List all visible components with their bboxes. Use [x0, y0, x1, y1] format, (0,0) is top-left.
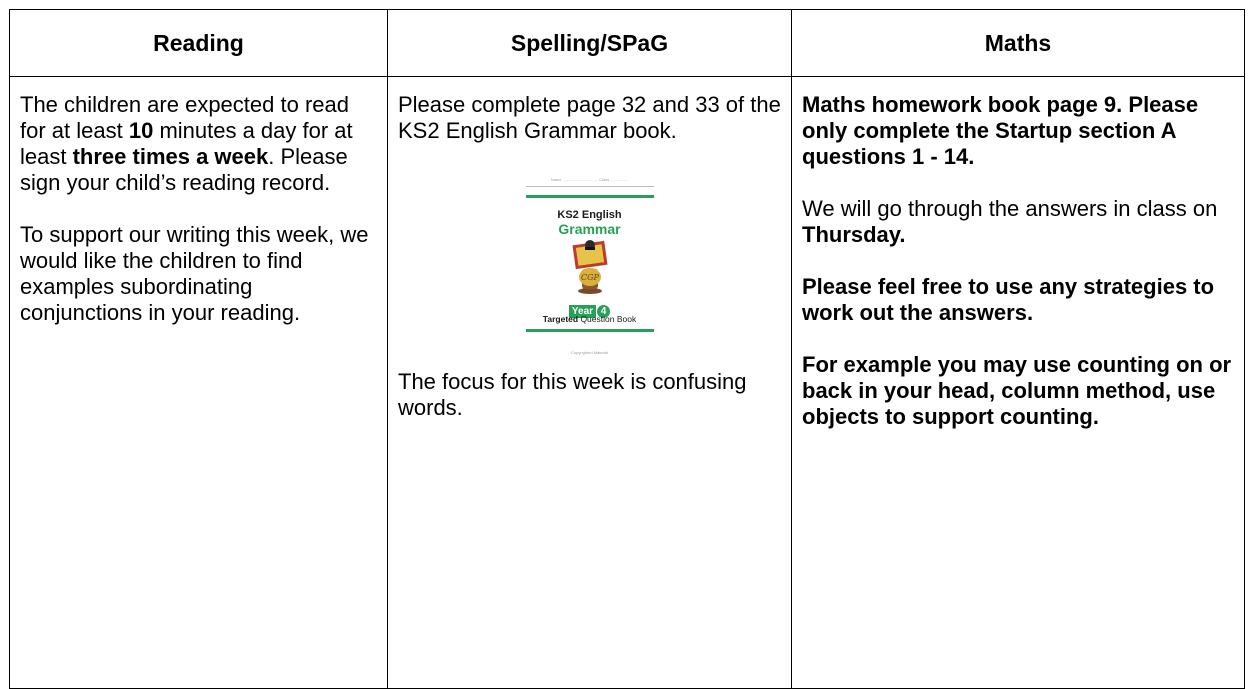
header-reading: Reading: [10, 10, 388, 77]
maths-text-2a: We will go through the answers in class on: [802, 196, 1218, 221]
reading-frequency: three times a week: [72, 144, 269, 169]
maths-paragraph-4: [802, 352, 1234, 430]
header-maths: Maths: [792, 10, 1245, 77]
maths-day: Thursday.: [802, 222, 906, 247]
reading-paragraph-1: [20, 92, 377, 196]
svg-text:CGP: CGP: [580, 273, 599, 282]
spag-paragraph-1: Please complete page 32 and 33 of the KS2 English Grammar book.: [398, 92, 781, 143]
paragraph-gap: [802, 170, 1234, 196]
reading-cell: [10, 77, 388, 689]
book-title-line2: Grammar: [558, 221, 621, 237]
homework-table: [9, 9, 1245, 689]
book-footer-text: Copyrighted Material: [571, 350, 608, 355]
book-subtitle: [520, 314, 660, 324]
book-cover-image: [520, 175, 660, 355]
maths-cell: [792, 77, 1245, 689]
paragraph-gap: [802, 248, 1234, 274]
book-title-line1: KS2 English: [557, 209, 622, 221]
maths-paragraph-3: [802, 274, 1234, 326]
book-year-row: [520, 297, 660, 317]
book-subtitle-bold: Targeted: [542, 314, 579, 324]
book-header-text: Name ................................ Class ................: [550, 177, 629, 182]
spag-paragraph-2: The focus for this week is confusing words.: [398, 369, 747, 420]
content-row: [10, 77, 1245, 689]
header-spag: Spelling/SPaG: [388, 10, 792, 77]
header-row: [10, 10, 1245, 77]
reading-minutes: 10: [128, 118, 154, 143]
reading-text-1c: minutes a day for at least: [20, 118, 353, 169]
cgp-mascot-icon: [568, 239, 612, 295]
reading-text-1e: . Please sign your child’s reading record.: [20, 144, 348, 195]
book-bottom-bar: [526, 329, 654, 332]
maths-examples: For example you may use counting on or back in your head, column method, use objects to support counting.: [802, 352, 1232, 429]
book-cover-wrapper: [398, 175, 781, 355]
book-top-bar: [526, 195, 654, 198]
reading-text-1a: The children are expected to read for at least: [20, 92, 349, 143]
spag-cell: [388, 77, 792, 689]
book-year-number: 4: [597, 305, 610, 318]
reading-paragraph-2: To support our writing this week, we would like the children to find examples subordinating conjunctions in your reading.: [20, 222, 369, 325]
maths-instructions: Maths homework book page 9. Please only complete the Startup section A questions 1 - 14.: [802, 92, 1199, 169]
maths-paragraph-1: [802, 92, 1234, 170]
book-header-line: [526, 186, 654, 187]
paragraph-gap: [20, 196, 377, 222]
paragraph-gap: [802, 326, 1234, 352]
maths-paragraph-2: [802, 196, 1234, 248]
book-year-label: Year: [569, 305, 596, 318]
book-subtitle-rest: Question Book: [578, 314, 637, 324]
maths-strategies: Please feel free to use any strategies to work out the answers.: [802, 274, 1215, 325]
